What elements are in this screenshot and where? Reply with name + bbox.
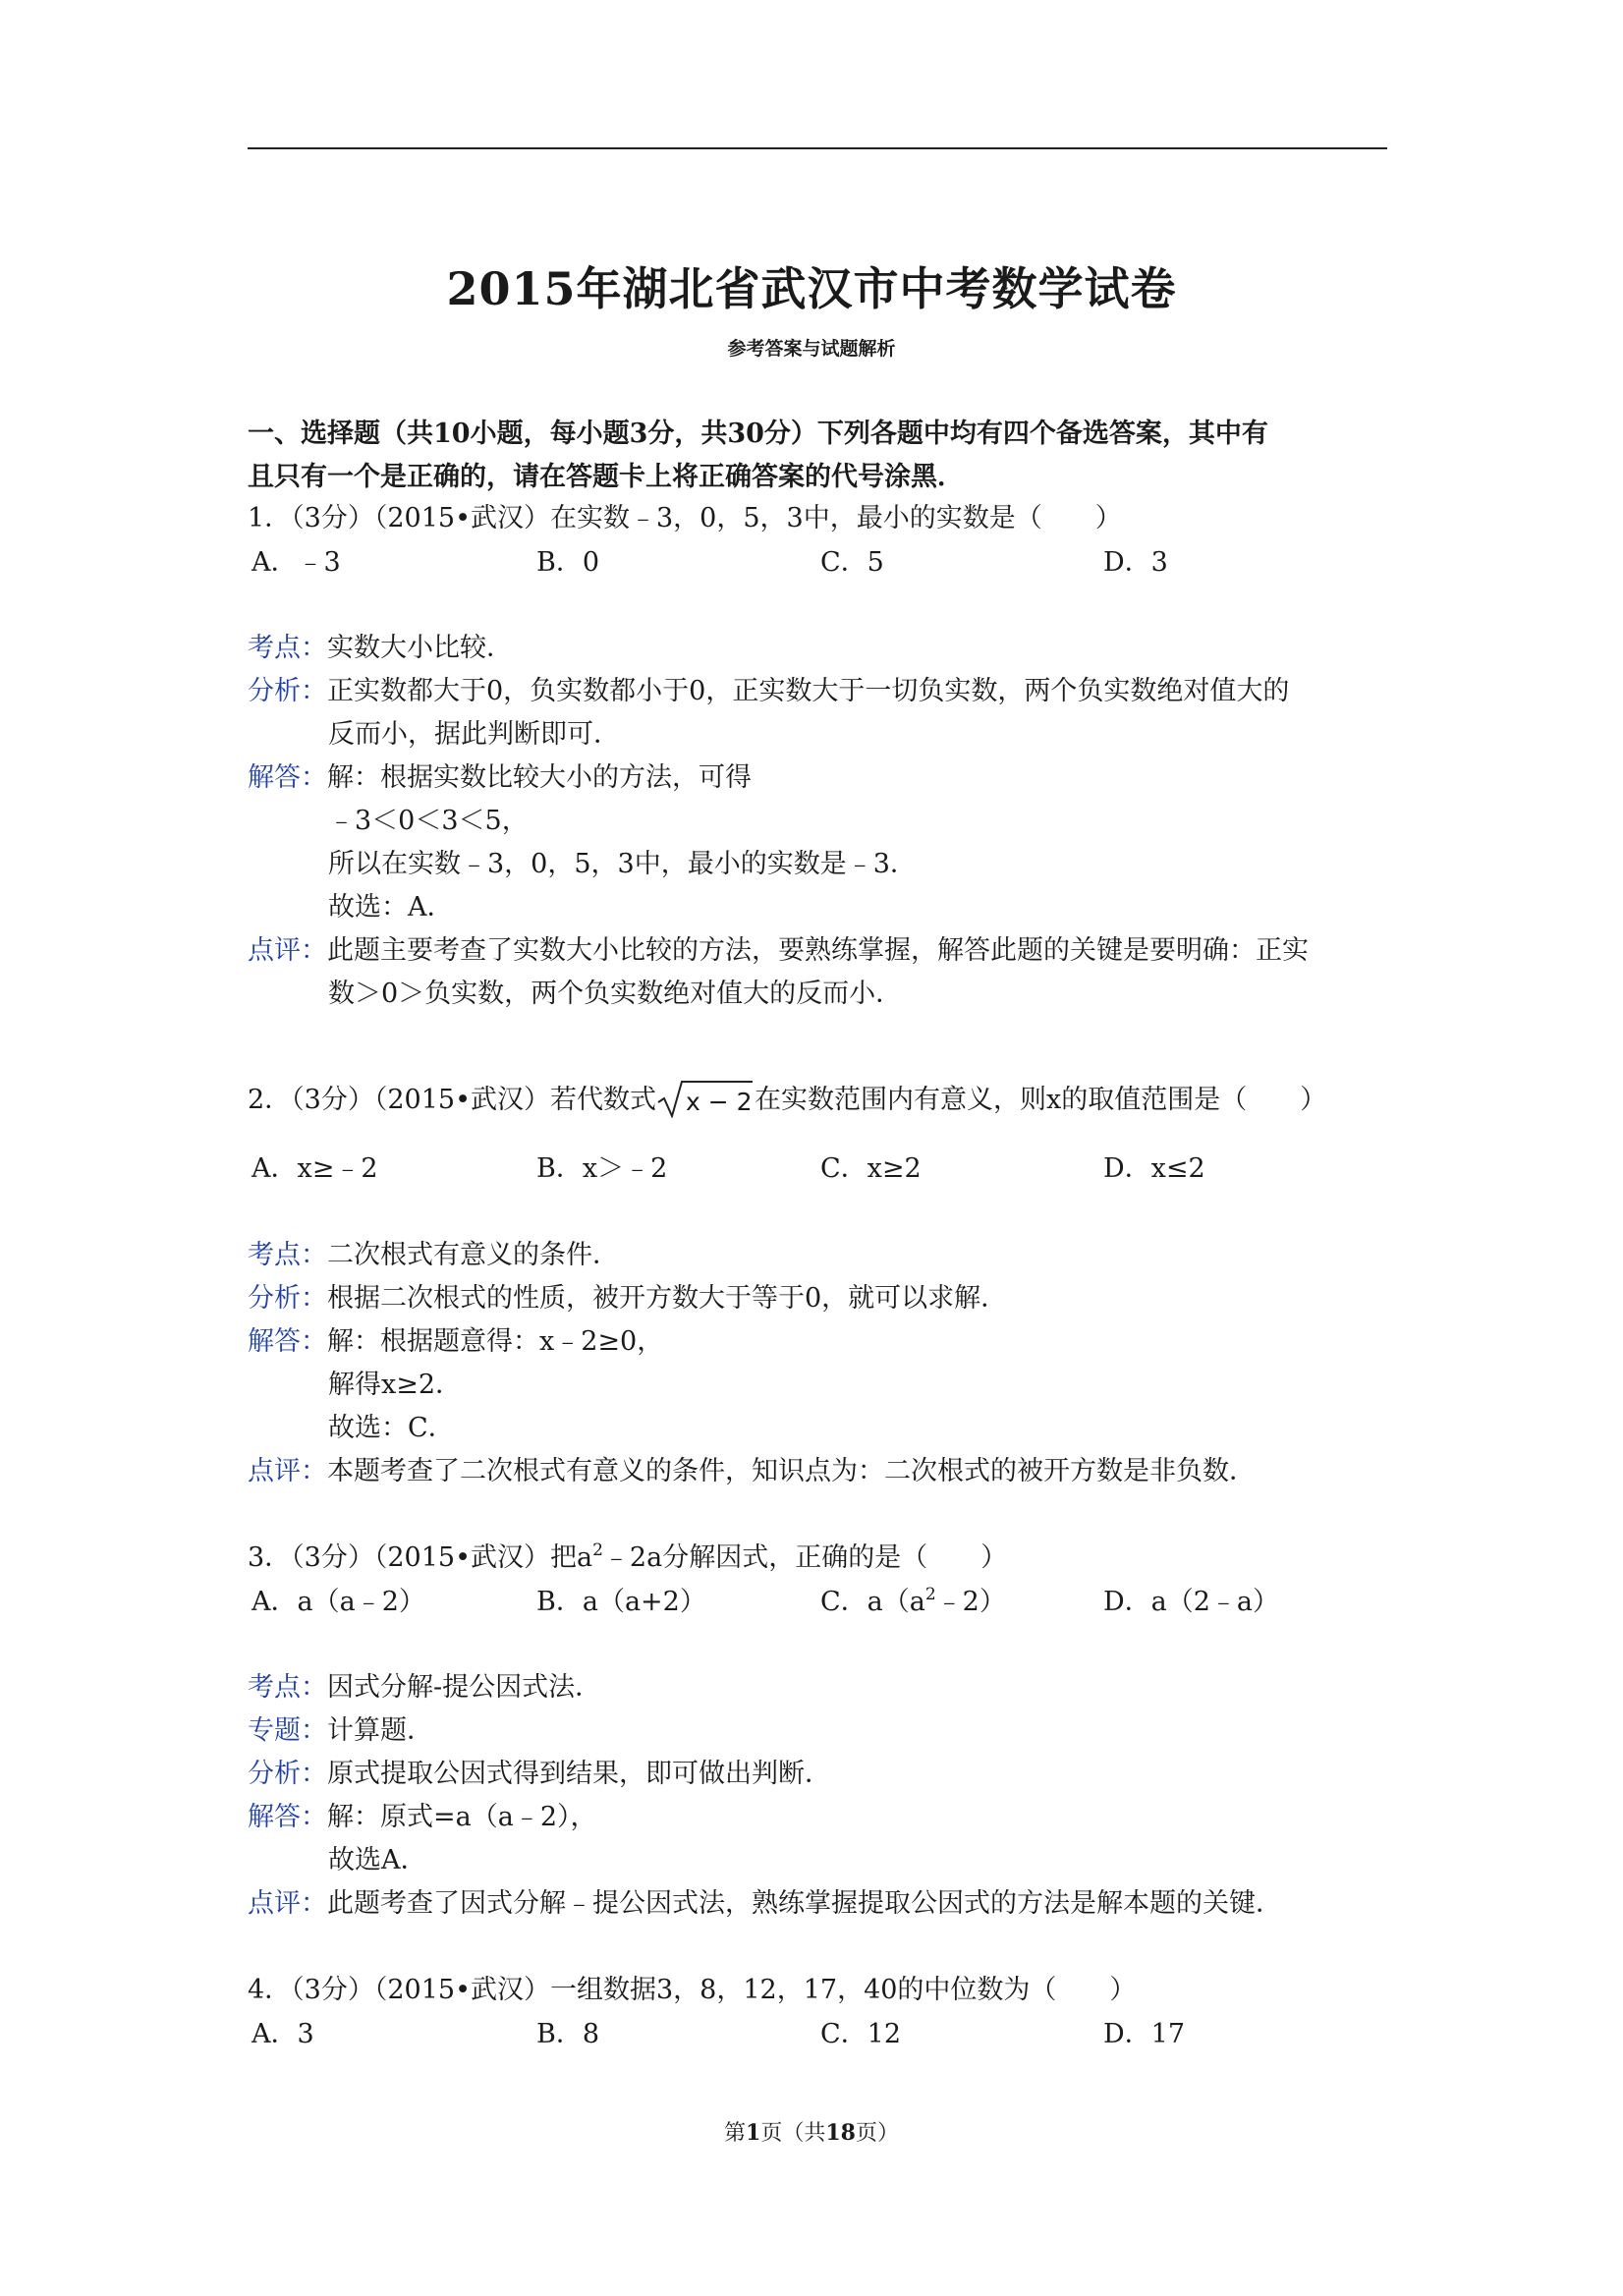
q2-jieda xyxy=(248,1324,663,1360)
q3-zhuanti xyxy=(248,1713,433,1749)
q1-jieda-line: 所以在实数﹣3，0，5，3中，最小的实数是﹣3． xyxy=(328,849,917,879)
fenxi-label: 分析： xyxy=(248,1283,327,1314)
q3-kaodian xyxy=(248,1670,601,1706)
q3-option-c-pre: C．a（a xyxy=(820,1587,925,1617)
q2-stem-post: 在实数范围内有意义，则x的取值范围是（ ） xyxy=(755,1085,1327,1115)
footer-prefix: 第 xyxy=(724,2121,747,2146)
q2-jieda-line: 故选：C． xyxy=(328,1413,455,1443)
page-footer xyxy=(0,2116,1623,2147)
q1-option-c: C．5 xyxy=(820,547,884,578)
q2-kaodian-text: 二次根式有意义的条件． xyxy=(327,1240,619,1270)
q1-option-d: D．3 xyxy=(1103,547,1168,578)
q3-zhuanti-text: 计算题． xyxy=(327,1715,433,1746)
q3-stem-post: ﹣2a分解因式，正确的是（ ） xyxy=(602,1542,1008,1573)
q1-dianping-text: 此题主要考查了实数大小比较的方法，要熟练掌握，解答此题的关键是要明确：正实 xyxy=(327,935,1309,966)
square-root-expression xyxy=(656,1079,755,1118)
q3-option-c-post: ﹣2） xyxy=(935,1587,1006,1617)
q3-exponent: 2 xyxy=(592,1540,603,1560)
dianping-label: 点评： xyxy=(248,1888,327,1919)
q3-option-a: A．a（a﹣2） xyxy=(252,1587,425,1617)
q2-option-a: A．x≥﹣2 xyxy=(252,1153,378,1184)
footer-middle: 页（共 xyxy=(760,2121,826,2146)
question-3-stem xyxy=(248,1540,1007,1576)
q3-kaodian-text: 因式分解-提公因式法． xyxy=(327,1672,602,1703)
q1-jieda-line: ﹣3＜0＜3＜5， xyxy=(328,806,529,836)
q2-jieda-line: 解得x≥2． xyxy=(328,1370,463,1400)
q1-dianping xyxy=(248,933,1309,969)
q1-jieda xyxy=(248,760,752,796)
q3-dianping-text: 此题考查了因式分解﹣提公因式法，熟练掌握提取公因式的方法是解本题的关键． xyxy=(327,1888,1282,1919)
q4-option-a: A．3 xyxy=(252,2019,314,2049)
dianping-label: 点评： xyxy=(248,935,327,966)
q3-jieda-text: 解：原式=a（a﹣2）， xyxy=(327,1802,597,1832)
q3-option-d: D．a（2﹣a） xyxy=(1103,1587,1280,1617)
fenxi-label: 分析： xyxy=(248,1759,327,1789)
footer-suffix: 页） xyxy=(855,2121,899,2146)
q2-dianping xyxy=(248,1454,1256,1489)
q1-kaodian xyxy=(248,631,513,666)
fenxi-label: 分析： xyxy=(248,676,327,706)
page-number: 1 xyxy=(746,2120,761,2146)
question-4-stem: 4．（3分）（2015•武汉）一组数据3，8，12，17，40的中位数为（ ） xyxy=(248,1975,1137,2005)
q4-option-b: B．8 xyxy=(536,2019,600,2049)
q3-fenxi xyxy=(248,1757,831,1792)
section-heading xyxy=(248,413,1392,499)
q3-stem-pre: 3．（3分）（2015•武汉）把a xyxy=(248,1542,593,1573)
q3-option-c xyxy=(820,1585,1006,1620)
section-heading-line: 一、选择题（共10小题，每小题3分，共30分）下列各题中均有四个备选答案，其中有 xyxy=(248,419,1268,449)
total-pages: 18 xyxy=(825,2120,856,2146)
q2-fenxi-text: 根据二次根式的性质，被开方数大于等于0，就可以求解． xyxy=(327,1283,1008,1314)
kaodian-label: 考点： xyxy=(248,633,327,663)
q2-kaodian xyxy=(248,1238,619,1273)
q2-option-d: D．x≤2 xyxy=(1103,1153,1205,1184)
q1-jieda-line: 故选：A． xyxy=(328,892,454,923)
q4-option-c: C．12 xyxy=(820,2019,902,2049)
kaodian-label: 考点： xyxy=(248,1240,327,1270)
jieda-label: 解答： xyxy=(248,1802,327,1832)
kaodian-label: 考点： xyxy=(248,1672,327,1703)
q1-option-a: A．﹣3 xyxy=(252,547,341,578)
jieda-label: 解答： xyxy=(248,762,327,793)
q2-dianping-text: 本题考查了二次根式有意义的条件，知识点为：二次根式的被开方数是非负数． xyxy=(327,1456,1256,1486)
jieda-label: 解答： xyxy=(248,1326,327,1357)
q1-fenxi-cont: 反而小，据此判断即可． xyxy=(328,719,620,750)
q2-jieda-text: 解：根据题意得：x﹣2≥0， xyxy=(327,1326,664,1357)
q2-fenxi xyxy=(248,1281,1007,1316)
question-2-stem xyxy=(248,1079,1326,1118)
zhuanti-label: 专题： xyxy=(248,1715,327,1746)
section-heading-line: 且只有一个是正确的，请在答题卡上将正确答案的代号涂黑． xyxy=(248,462,964,492)
question-1-stem: 1．（3分）（2015•武汉）在实数﹣3，0，5，3中，最小的实数是（ ） xyxy=(248,503,1122,533)
q3-fenxi-text: 原式提取公因式得到结果，即可做出判断． xyxy=(327,1759,831,1789)
q4-option-d: D．17 xyxy=(1103,2019,1186,2049)
q3-jieda-line: 故选A． xyxy=(328,1845,427,1876)
header-rule xyxy=(248,147,1387,149)
q2-option-c: C．x≥2 xyxy=(820,1153,922,1184)
q2-stem-pre: 2．（3分）（2015•武汉）若代数式 xyxy=(248,1085,656,1115)
q3-jieda xyxy=(248,1800,597,1835)
q1-fenxi-text: 正实数都大于0，负实数都小于0，正实数大于一切负实数，两个负实数绝对值大的 xyxy=(327,676,1290,706)
q1-dianping-cont: 数＞0＞负实数，两个负实数绝对值大的反而小． xyxy=(328,979,903,1009)
q3-option-b: B．a（a+2） xyxy=(536,1587,706,1617)
q2-option-b: B．x＞﹣2 xyxy=(536,1153,668,1184)
page-subtitle: 参考答案与试题解析 xyxy=(727,338,896,360)
page-title: 2015年湖北省武汉市中考数学试卷 xyxy=(446,262,1177,315)
q3-option-c-exponent: 2 xyxy=(924,1585,936,1604)
dianping-label: 点评： xyxy=(248,1456,327,1486)
q1-option-b: B．0 xyxy=(536,547,600,578)
q1-fenxi xyxy=(248,674,1289,709)
radicand: x − 2 xyxy=(686,1088,753,1116)
q3-dianping xyxy=(248,1886,1282,1922)
q1-kaodian-text: 实数大小比较． xyxy=(327,633,513,663)
q1-jieda-text: 解：根据实数比较大小的方法，可得 xyxy=(327,762,752,793)
